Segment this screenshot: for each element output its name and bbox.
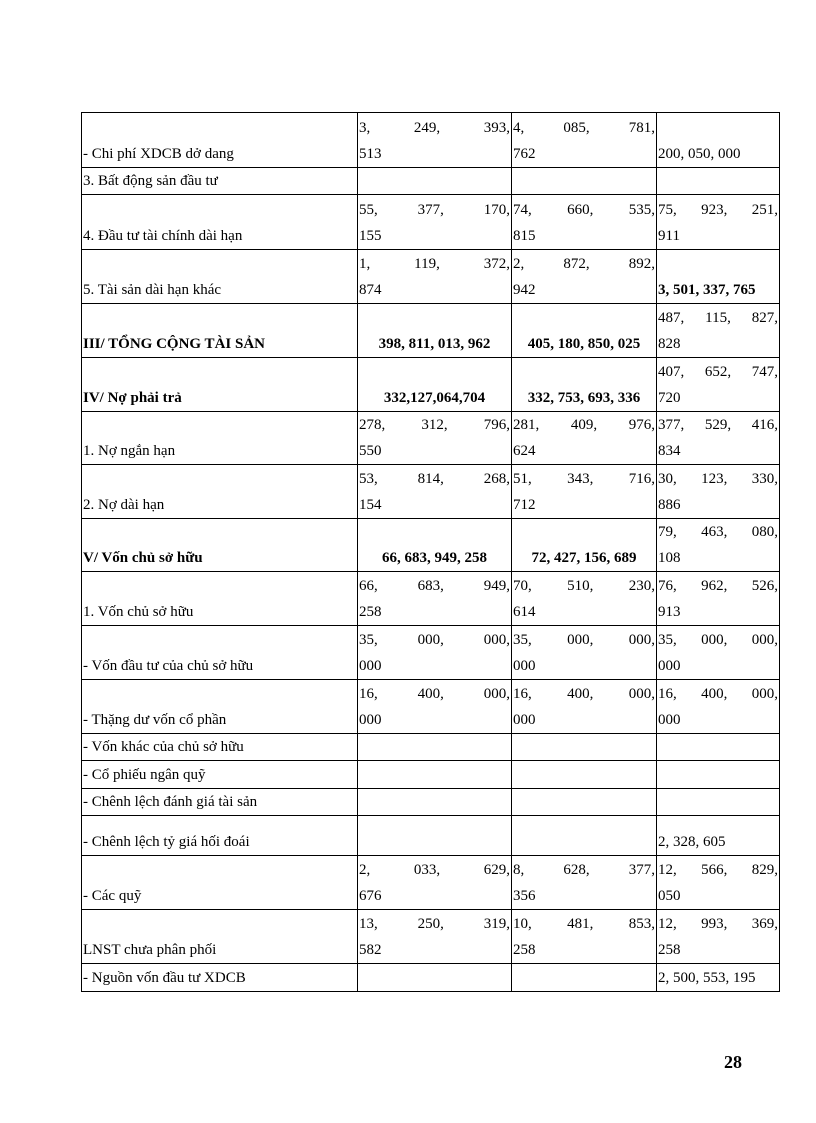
value-cell-c2 xyxy=(512,412,657,465)
row-label: - Nguồn vốn đầu tư XDCB xyxy=(83,970,246,986)
split-value xyxy=(359,412,510,464)
split-value xyxy=(513,573,655,625)
split-value xyxy=(658,359,778,411)
value-cell-c3 xyxy=(657,304,780,358)
value-line-1: 16, 400, 000, xyxy=(658,686,778,702)
value-cell-c1 xyxy=(358,910,512,964)
row-label: LNST chưa phân phối xyxy=(83,942,217,958)
value-line-1: 35, 000, 000, xyxy=(658,632,778,648)
value-cell-c2 xyxy=(512,789,657,816)
value-cell-c1 xyxy=(358,761,512,789)
row-label-cell xyxy=(82,761,358,789)
value-cell-c2 xyxy=(512,168,657,195)
value-cell-c3 xyxy=(657,964,780,992)
row-label-cell xyxy=(82,250,358,304)
value-line-1: 4, 085, 781, xyxy=(513,120,655,136)
value-line-1: 16, 400, 000, xyxy=(513,686,655,702)
value-text: 2, 328, 605 xyxy=(658,834,726,850)
value-line-2: 000 xyxy=(359,658,382,674)
value-line-2: 258 xyxy=(359,604,382,620)
value-cell-c3 xyxy=(657,856,780,910)
value-line-2: 513 xyxy=(359,146,382,162)
value-line-2: 676 xyxy=(359,888,382,904)
row-label: 1. Vốn chủ sở hữu xyxy=(83,604,194,620)
value-line-1: 51, 343, 716, xyxy=(513,471,655,487)
value-text: 3, 501, 337, 765 xyxy=(658,282,756,298)
value-cell-c1 xyxy=(358,816,512,856)
row-label-cell xyxy=(82,168,358,195)
value-line-2: 911 xyxy=(658,228,680,244)
row-label-cell xyxy=(82,113,358,168)
value-line-2: 050 xyxy=(658,888,681,904)
value-cell-c3 xyxy=(657,680,780,734)
value-cell-c2 xyxy=(512,761,657,789)
table-row xyxy=(82,910,780,964)
row-label-cell xyxy=(82,519,358,572)
split-value xyxy=(513,911,655,963)
value-line-1: 16, 400, 000, xyxy=(359,686,510,702)
value-line-2: 815 xyxy=(513,228,536,244)
value-cell-c3 xyxy=(657,519,780,572)
row-label: 1. Nợ ngắn hạn xyxy=(83,443,176,459)
split-value xyxy=(513,466,655,518)
split-value xyxy=(513,627,655,679)
row-label-cell xyxy=(82,816,358,856)
table-row xyxy=(82,680,780,734)
value-cell-c2 xyxy=(512,113,657,168)
value-cell-c3 xyxy=(657,168,780,195)
value-cell-c2 xyxy=(512,856,657,910)
row-label: 4. Đầu tư tài chính dài hạn xyxy=(83,228,243,244)
table-row xyxy=(82,626,780,680)
value-line-1: 66, 683, 949, xyxy=(359,578,510,594)
value-cell-c1 xyxy=(358,168,512,195)
row-label: - Chênh lệch đánh giá tài sản xyxy=(83,794,258,810)
value-cell-c1 xyxy=(358,734,512,761)
row-label-cell xyxy=(82,680,358,734)
row-label-cell xyxy=(82,304,358,358)
split-value xyxy=(359,197,510,249)
split-value xyxy=(359,466,510,518)
value-line-1: 53, 814, 268, xyxy=(359,471,510,487)
balance-sheet-table xyxy=(81,112,780,992)
value-line-1: 487, 115, 827, xyxy=(658,310,778,326)
table-row xyxy=(82,113,780,168)
value-line-2: 913 xyxy=(658,604,681,620)
row-label-cell xyxy=(82,856,358,910)
table-row xyxy=(82,572,780,626)
split-value xyxy=(513,251,655,303)
balance-sheet-body xyxy=(82,113,780,992)
table-row xyxy=(82,789,780,816)
row-label: - Chi phí XDCB dở dang xyxy=(83,146,234,162)
value-text: 332,127,064,704 xyxy=(383,390,486,406)
split-value xyxy=(513,857,655,909)
value-line-2: 886 xyxy=(658,497,681,513)
value-cell-c2 xyxy=(512,358,657,412)
value-cell-c1 xyxy=(358,680,512,734)
value-cell-c3 xyxy=(657,195,780,250)
row-label: 5. Tài sản dài hạn khác xyxy=(83,282,222,298)
table-row xyxy=(82,734,780,761)
value-cell-c3 xyxy=(657,910,780,964)
row-label: - Vốn khác của chủ sở hữu xyxy=(83,739,244,755)
split-value xyxy=(658,197,778,249)
value-cell-c1 xyxy=(358,465,512,519)
split-value xyxy=(658,519,778,571)
split-value xyxy=(658,627,778,679)
page-number: 28 xyxy=(724,1052,742,1072)
value-cell-c1 xyxy=(358,358,512,412)
value-line-2: 550 xyxy=(359,443,382,459)
table-row xyxy=(82,856,780,910)
value-cell-c3 xyxy=(657,572,780,626)
value-cell-c2 xyxy=(512,304,657,358)
value-line-2: 108 xyxy=(658,550,681,566)
value-cell-c3 xyxy=(657,465,780,519)
value-cell-c1 xyxy=(358,412,512,465)
value-line-2: 000 xyxy=(513,658,536,674)
value-cell-c3 xyxy=(657,113,780,168)
value-line-2: 720 xyxy=(658,390,681,406)
value-cell-c2 xyxy=(512,964,657,992)
value-cell-c1 xyxy=(358,572,512,626)
value-line-2: 258 xyxy=(658,942,681,958)
row-label: V/ Vốn chủ sở hữu xyxy=(83,550,203,566)
value-cell-c1 xyxy=(358,113,512,168)
value-line-1: 377, 529, 416, xyxy=(658,417,778,433)
row-label: - Các quỹ xyxy=(83,888,142,904)
value-line-1: 8, 628, 377, xyxy=(513,862,655,878)
split-value xyxy=(513,412,655,464)
row-label: 3. Bất động sản đầu tư xyxy=(83,173,218,189)
value-cell-c1 xyxy=(358,964,512,992)
row-label: - Chênh lệch tỷ giá hối đoái xyxy=(83,834,250,850)
value-line-1: 10, 481, 853, xyxy=(513,916,655,932)
value-cell-c1 xyxy=(358,195,512,250)
split-value xyxy=(658,466,778,518)
value-line-1: 407, 652, 747, xyxy=(658,364,778,380)
split-value xyxy=(658,573,778,625)
value-line-2: 942 xyxy=(513,282,536,298)
value-line-1: 12, 566, 829, xyxy=(658,862,778,878)
value-cell-c3 xyxy=(657,358,780,412)
row-label: 2. Nợ dài hạn xyxy=(83,497,165,513)
value-line-1: 75, 923, 251, xyxy=(658,202,778,218)
split-value xyxy=(513,115,655,167)
value-line-1: 30, 123, 330, xyxy=(658,471,778,487)
split-value xyxy=(658,305,778,357)
value-line-1: 1, 119, 372, xyxy=(359,256,510,272)
value-cell-c2 xyxy=(512,626,657,680)
value-cell-c3 xyxy=(657,626,780,680)
row-label: III/ TỔNG CỘNG TÀI SẢN xyxy=(83,336,265,352)
value-line-2: 834 xyxy=(658,443,681,459)
split-value xyxy=(359,573,510,625)
value-text: 200, 050, 000 xyxy=(658,146,741,162)
value-cell-c2 xyxy=(512,465,657,519)
split-value xyxy=(658,911,778,963)
split-value xyxy=(359,857,510,909)
value-cell-c1 xyxy=(358,856,512,910)
value-text: 2, 500, 553, 195 xyxy=(658,970,756,986)
table-row xyxy=(82,816,780,856)
value-cell-c1 xyxy=(358,789,512,816)
row-label: - Thặng dư vốn cổ phần xyxy=(83,712,227,728)
value-line-1: 3, 249, 393, xyxy=(359,120,510,136)
row-label-cell xyxy=(82,195,358,250)
value-cell-c3 xyxy=(657,761,780,789)
value-line-1: 76, 962, 526, xyxy=(658,578,778,594)
value-cell-c3 xyxy=(657,789,780,816)
value-text: 405, 180, 850, 025 xyxy=(527,336,641,352)
value-cell-c1 xyxy=(358,304,512,358)
row-label-cell xyxy=(82,358,358,412)
value-cell-c3 xyxy=(657,250,780,304)
value-line-2: 614 xyxy=(513,604,536,620)
value-cell-c2 xyxy=(512,910,657,964)
value-line-1: 35, 000, 000, xyxy=(513,632,655,648)
value-line-2: 712 xyxy=(513,497,536,513)
value-cell-c1 xyxy=(358,519,512,572)
value-text: 72, 427, 156, 689 xyxy=(531,550,637,566)
value-line-2: 624 xyxy=(513,443,536,459)
value-cell-c3 xyxy=(657,412,780,465)
split-value xyxy=(359,251,510,303)
row-label: - Vốn đầu tư của chủ sở hữu xyxy=(83,658,254,674)
value-line-2: 000 xyxy=(658,658,681,674)
value-line-1: 2, 872, 892, xyxy=(513,256,655,272)
value-line-2: 582 xyxy=(359,942,382,958)
table-row xyxy=(82,761,780,789)
value-line-1: 13, 250, 319, xyxy=(359,916,510,932)
value-line-2: 154 xyxy=(359,497,382,513)
value-line-1: 281, 409, 976, xyxy=(513,417,655,433)
table-row xyxy=(82,519,780,572)
value-cell-c1 xyxy=(358,626,512,680)
value-cell-c2 xyxy=(512,519,657,572)
value-line-1: 12, 993, 369, xyxy=(658,916,778,932)
value-line-1: 79, 463, 080, xyxy=(658,524,778,540)
value-cell-c2 xyxy=(512,250,657,304)
table-row xyxy=(82,358,780,412)
split-value xyxy=(359,911,510,963)
value-line-2: 000 xyxy=(658,712,681,728)
split-value xyxy=(658,681,778,733)
value-text: 332, 753, 693, 336 xyxy=(527,390,641,406)
value-line-2: 762 xyxy=(513,146,536,162)
split-value xyxy=(658,412,778,464)
value-line-2: 155 xyxy=(359,228,382,244)
value-cell-c3 xyxy=(657,816,780,856)
table-row xyxy=(82,168,780,195)
table-row xyxy=(82,412,780,465)
table-row xyxy=(82,195,780,250)
value-line-1: 35, 000, 000, xyxy=(359,632,510,648)
value-line-2: 000 xyxy=(359,712,382,728)
value-cell-c3 xyxy=(657,734,780,761)
row-label: IV/ Nợ phải trả xyxy=(83,390,182,406)
row-label-cell xyxy=(82,910,358,964)
row-label-cell xyxy=(82,465,358,519)
table-row xyxy=(82,304,780,358)
split-value xyxy=(513,197,655,249)
value-line-1: 278, 312, 796, xyxy=(359,417,510,433)
value-line-2: 874 xyxy=(359,282,382,298)
value-line-1: 74, 660, 535, xyxy=(513,202,655,218)
value-cell-c2 xyxy=(512,195,657,250)
split-value xyxy=(359,681,510,733)
row-label: - Cổ phiếu ngân quỹ xyxy=(83,767,206,783)
value-line-2: 258 xyxy=(513,942,536,958)
split-value xyxy=(658,857,778,909)
table-row xyxy=(82,250,780,304)
split-value xyxy=(359,627,510,679)
split-value xyxy=(513,681,655,733)
row-label-cell xyxy=(82,626,358,680)
value-line-2: 356 xyxy=(513,888,536,904)
value-line-1: 55, 377, 170, xyxy=(359,202,510,218)
value-cell-c1 xyxy=(358,250,512,304)
row-label-cell xyxy=(82,572,358,626)
row-label-cell xyxy=(82,789,358,816)
row-label-cell xyxy=(82,964,358,992)
value-cell-c2 xyxy=(512,734,657,761)
value-line-2: 000 xyxy=(513,712,536,728)
value-cell-c2 xyxy=(512,572,657,626)
table-row xyxy=(82,964,780,992)
value-text: 66, 683, 949, 258 xyxy=(382,550,487,566)
value-text: 398, 811, 013, 962 xyxy=(378,336,491,352)
value-cell-c2 xyxy=(512,680,657,734)
value-cell-c2 xyxy=(512,816,657,856)
row-label-cell xyxy=(82,412,358,465)
split-value xyxy=(359,115,510,167)
value-line-2: 828 xyxy=(658,336,681,352)
value-line-1: 2, 033, 629, xyxy=(359,862,510,878)
table-row xyxy=(82,465,780,519)
value-line-1: 70, 510, 230, xyxy=(513,578,655,594)
row-label-cell xyxy=(82,734,358,761)
